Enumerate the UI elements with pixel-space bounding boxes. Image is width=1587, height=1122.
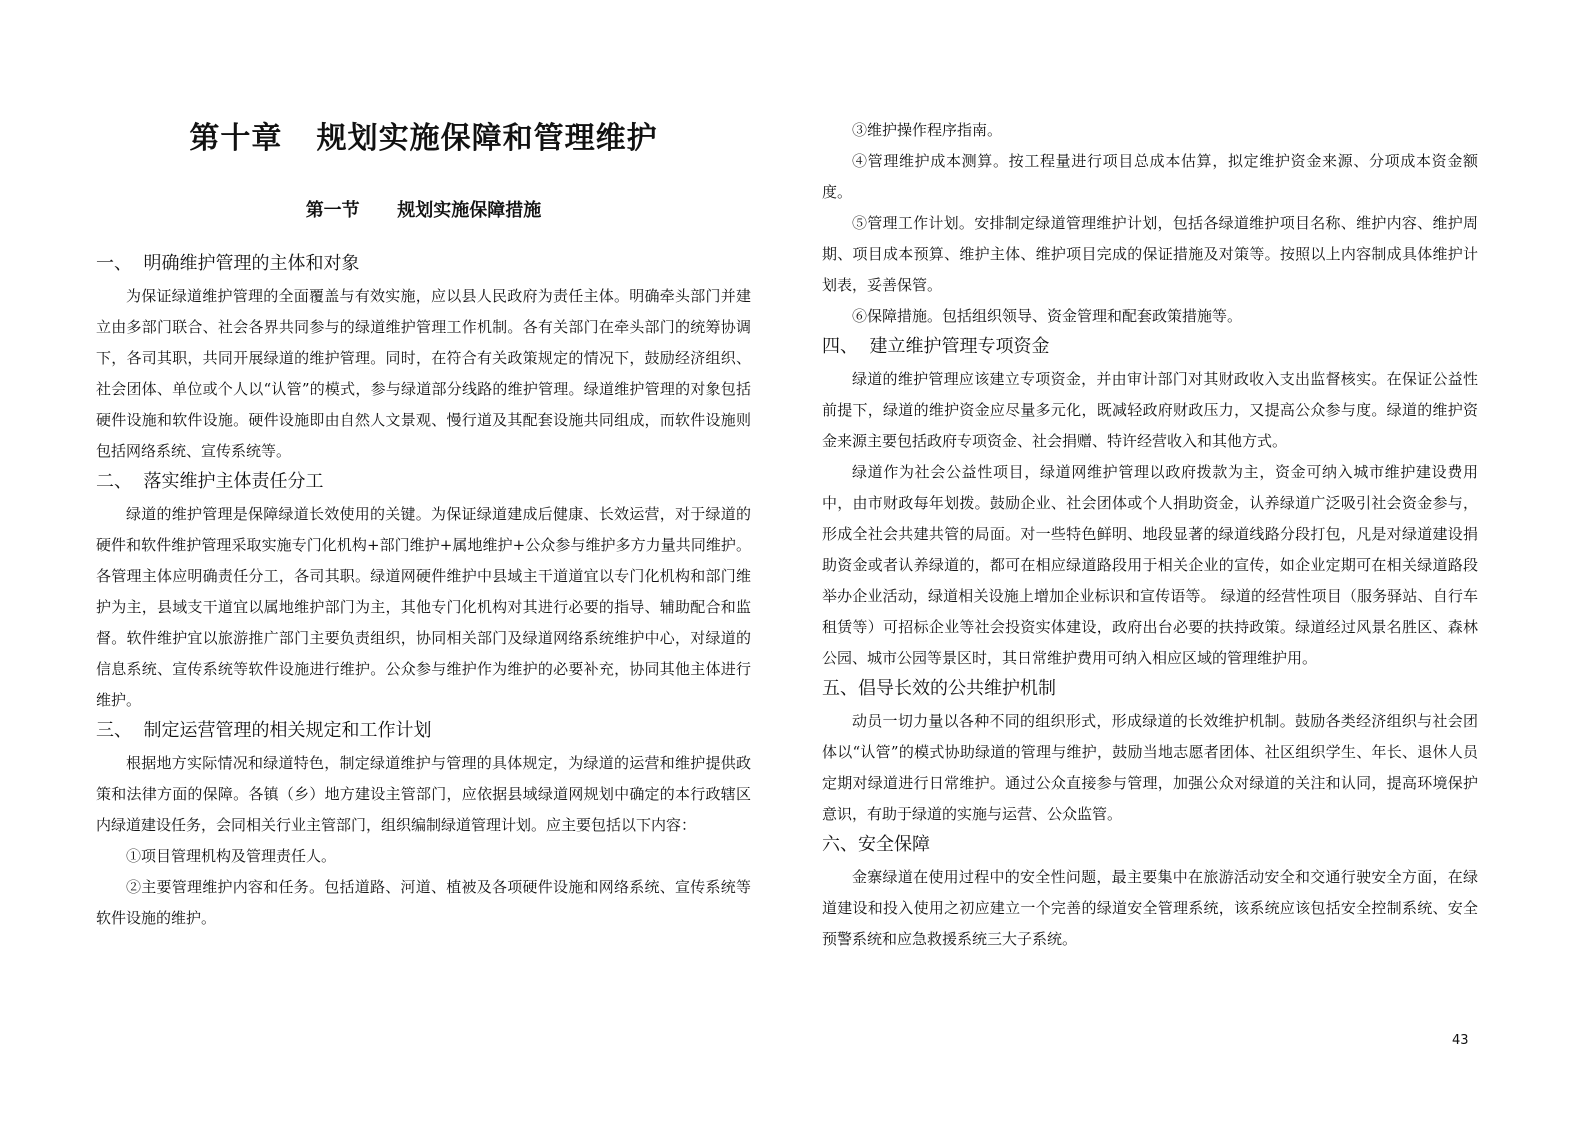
heading-3: 三、 制定运营管理的相关规定和工作计划 bbox=[96, 720, 432, 741]
paragraph-2: 绿道的维护管理是保障绿道长效使用的关键。为保证绿道建成后健康、长效运营，对于绿道的硬件和软件维护管理采取实施专门化机构+部门维护+属地维护+公众参与维护多方力量共同维护。各管理主体应明确责任分工，各司其职。绿道网硬件维护中县域主干道道宜以专门化机构和部门维护为主，县域支干道宜以属地维护部门为主，其他专门化机构对其进行必要的指导、辅助配合和监督。软件维护宜以旅游推广部门主要负责组织，协同相关部门及绿道网络系统维护中心，对绿道的信息系统、宣传系统等软件设施进行维护。公众参与维护作为维护的必要补充，协同其他主体进行维护。 bbox=[96, 505, 751, 709]
section-title: 第一节 规划实施保障措施 bbox=[305, 200, 542, 221]
paragraph-6: 金寨绿道在使用过程中的安全性问题，最主要集中在旅游活动安全和交通行驶安全方面，在绿道建设和投入使用之初应建立一个完善的绿道安全管理系统，该系统应该包括安全控制系统、安全预警系统和应急救援系统三大子系统。 bbox=[822, 868, 1478, 948]
list-item-6: ⑥保障措施。包括组织领导、资金管理和配套政策措施等。 bbox=[852, 307, 1243, 325]
heading-1: 一、 明确维护管理的主体和对象 bbox=[96, 253, 360, 274]
list-item-4: ④管理维护成本测算。按工程量进行项目总成本估算，拟定维护资金来源、分项成本资金额度。 bbox=[822, 152, 1478, 201]
paragraph-3: 根据地方实际情况和绿道特色，制定绿道维护与管理的具体规定，为绿道的运营和维护提供政策和法律方面的保障。各镇（乡）地方建设主管部门，应依据县域绿道网规划中确定的本行政辖区内绿道建设任务，会同相关行业主管部门，组织编制绿道管理计划。应主要包括以下内容： bbox=[96, 754, 751, 834]
heading-2: 二、 落实维护主体责任分工 bbox=[96, 471, 324, 492]
list-item-5: ⑤管理工作计划。安排制定绿道管理维护计划，包括各绿道维护项目名称、维护内容、维护周期、项目成本预算、维护主体、维护项目完成的保证措施及对策等。按照以上内容制成具体维护计划表，妥善保管。 bbox=[822, 214, 1478, 294]
page-number: 43 bbox=[1452, 1033, 1469, 1048]
heading-6: 六、安全保障 bbox=[822, 834, 930, 855]
left-content bbox=[96, 249, 751, 934]
heading-5: 五、倡导长效的公共维护机制 bbox=[822, 678, 1056, 699]
chapter-title: 第十章 规划实施保障和管理维护 bbox=[189, 121, 658, 156]
paragraph-5: 动员一切力量以各种不同的组织形式，形成绿道的长效维护机制。鼓励各类经济组织与社会团体以“认管”的模式协助绿道的管理与维护，鼓励当地志愿者团体、社区组织学生、年长、退休人员定期对绿道进行日常维护。通过公众直接参与管理，加强公众对绿道的关注和认同，提高环境保护意识，有助于绿道的实施与运营、公众监管。 bbox=[822, 712, 1478, 823]
list-item-1: ①项目管理机构及管理责任人。 bbox=[126, 847, 337, 865]
paragraph-4b: 绿道作为社会公益性项目，绿道网维护管理以政府拨款为主，资金可纳入城市维护建设费用中，由市财政每年划拨。鼓励企业、社会团体或个人捐助资金，认养绿道广泛吸引社会资金参与，形成全社会共建共管的局面。对一些特色鲜明、地段显著的绿道线路分段打包，凡是对绿道建设捐助资金或者认养绿道的，都可在相应绿道路段用于相关企业的宣传，如企业定期可在相关绿道路段举办企业活动，绿道相关设施上增加企业标识和宣传语等。 绿道的经营性项目（服务驿站、自行车租赁等）可招标企业等社会投资实体建设，政府出台必要的扶持政策。绿道经过风景名胜区、森林公园、城市公园等景区时，其日常维护费用可纳入相应区域的管理维护用。 bbox=[822, 463, 1478, 667]
paragraph-4a: 绿道的维护管理应该建立专项资金，并由审计部门对其财政收入支出监督核实。在保证公益性前提下，绿道的维护资金应尽量多元化，既减轻政府财政压力，又提高公众参与度。绿道的维护资金来源主要包括政府专项资金、社会捐赠、特许经营收入和其他方式。 bbox=[822, 370, 1478, 450]
list-item-2: ②主要管理维护内容和任务。包括道路、河道、植被及各项硬件设施和网络系统、宣传系统等软件设施的维护。 bbox=[96, 878, 751, 927]
list-item-3: ③维护操作程序指南。 bbox=[852, 121, 1003, 139]
paragraph-1: 为保证绿道维护管理的全面覆盖与有效实施，应以县人民政府为责任主体。明确牵头部门并建立由多部门联合、社会各界共同参与的绿道维护管理工作机制。各有关部门在牵头部门的统筹协调下，各司其职，共同开展绿道的维护管理。同时，在符合有关政策规定的情况下，鼓励经济组织、社会团体、单位或个人以“认管”的模式，参与绿道部分线路的维护管理。绿道维护管理的对象包括硬件设施和软件设施。硬件设施即由自然人文景观、慢行道及其配套设施共同组成，而软件设施则包括网络系统、宣传系统等。 bbox=[96, 287, 751, 460]
heading-4: 四、 建立维护管理专项资金 bbox=[822, 336, 1050, 357]
right-content bbox=[822, 115, 1478, 955]
